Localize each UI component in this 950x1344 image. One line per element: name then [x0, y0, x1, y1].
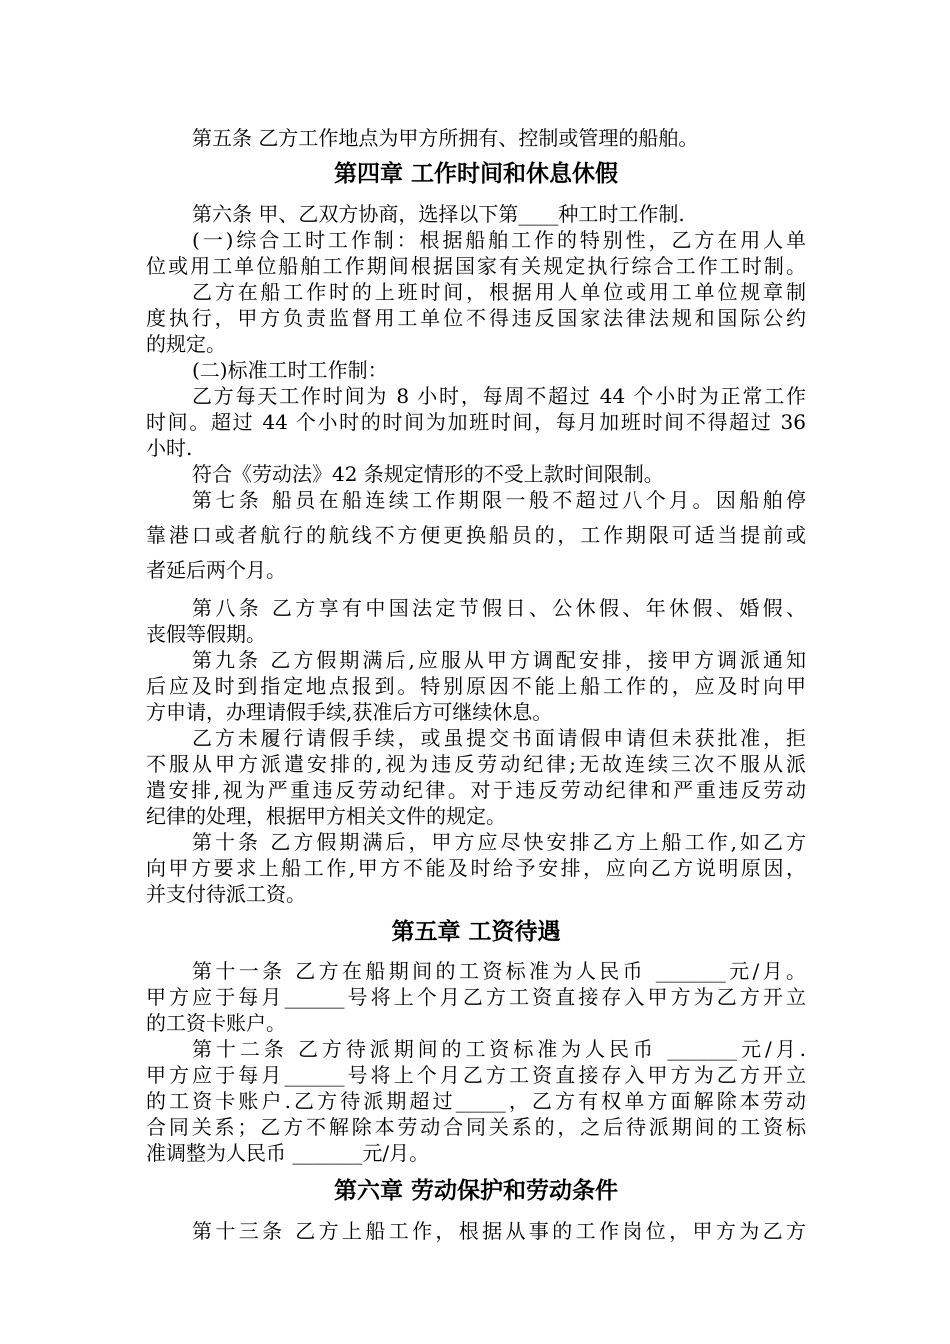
- article-8-line-2: 丧假等假期。: [146, 622, 266, 646]
- standby-period-blank: _____: [455, 1089, 506, 1113]
- article-11-line-3: 的工资卡账户。: [146, 1011, 286, 1035]
- standard-hours-line-3: 小时.: [146, 436, 193, 460]
- standard-hours-title: (二)标准工时工作制：: [192, 358, 388, 382]
- leave-discipline-line-1: 乙方未履行请假手续，或虽提交书面请假申请但未获批准，拒: [192, 726, 806, 750]
- chapter-5-heading: 第五章 工资待遇: [391, 919, 561, 945]
- standby-payday-blank: ______: [284, 1063, 345, 1087]
- article-6: [192, 201, 806, 227]
- standby-salary-blank: _______: [667, 1037, 738, 1061]
- article-12-text-h: 元/月。: [362, 1141, 430, 1165]
- article-12-text-b: 元/月.: [737, 1037, 806, 1061]
- article-10-line-3: 并支付待派工资。: [146, 882, 306, 906]
- chapter-6-heading: 第六章 劳动保护和劳动条件: [333, 1178, 618, 1204]
- article-12-text-a: 第十二条 乙方待派期间的工资标准为人民币: [192, 1037, 668, 1061]
- article-9-line-3: 方申请，办理请假手续,获准后方可继续休息。: [146, 700, 553, 724]
- article-12-line-2: [146, 1062, 806, 1088]
- leave-discipline-line-4: 纪律的处理，根据甲方相关文件的规定。: [146, 804, 506, 828]
- article-6-text-a: 第六条 甲、乙双方协商，选择以下第: [192, 202, 519, 226]
- article-7-line-2: 靠港口或者航行的航线不方便更换船员的，工作期限可适当提前或: [146, 523, 806, 547]
- onboard-hours-line-2: 度执行，甲方负责监督用工单位不得违反国家法律法规和国际公约: [146, 306, 806, 330]
- article-11-line-1: [192, 958, 806, 984]
- chapter-4-heading: 第四章 工作时间和休息休假: [333, 161, 618, 187]
- article-10-line-2: 向甲方要求上船工作,甲方不能及时给予安排，应向乙方说明原因，: [146, 856, 806, 880]
- onboard-salary-blank: _______: [655, 959, 726, 983]
- article-11-text-d: 号将上个月乙方工资直接存入甲方为乙方开立: [344, 985, 807, 1009]
- article-11-line-2: [146, 984, 806, 1010]
- article-7-line-1: 第七条 船员在船连续工作期限一般不超过八个月。因船舶停: [192, 488, 806, 512]
- article-11-text-b: 元/月。: [725, 959, 806, 983]
- standard-hours-line-2: 时间。超过 44 个小时的时间为加班时间，每月加班时间不得超过 36: [146, 410, 806, 434]
- onboard-hours-line-1: 乙方在船工作时的上班时间，根据用人单位或用工单位规章制: [192, 280, 806, 304]
- article-11-text-c: 甲方应于每月: [146, 985, 285, 1009]
- article-12-text-c: 甲方应于每月: [146, 1063, 285, 1087]
- article-8-line-1: 第八条 乙方享有中国法定节假日、公休假、年休假、婚假、: [192, 596, 806, 620]
- article-12-line-1: [192, 1036, 806, 1062]
- article-12-line-5: [146, 1140, 806, 1166]
- work-system-blank: ____: [518, 202, 559, 226]
- comprehensive-hours-line-2: 位或用工单位船舶工作期间根据国家有关规定执行综合工作工时制。: [146, 254, 806, 278]
- article-6-text-b: 种工时工作制.: [558, 202, 685, 226]
- labor-law-exception: 符合《劳动法》42 条规定情形的不受上款时间限制。: [192, 462, 664, 486]
- article-13-line-1: 第十三条 乙方上船工作，根据从事的工作岗位，甲方为乙方: [192, 1219, 806, 1243]
- article-7-line-3: 者延后两个月。: [146, 558, 286, 582]
- article-9-line-1: 第九条 乙方假期满后,应服从甲方调配安排，接甲方调派通知: [192, 648, 806, 672]
- article-12-text-g: 准调整为人民币: [146, 1141, 293, 1165]
- article-12-text-d: 号将上个月乙方工资直接存入甲方为乙方开立: [344, 1063, 807, 1087]
- article-12-line-4: 合同关系；乙方不解除本劳动合同关系的，之后待派期间的工资标: [146, 1115, 806, 1139]
- article-12-text-e: 的工资卡账户.乙方待派期超过: [146, 1089, 456, 1113]
- article-12-text-f: ，乙方有权单方面解除本劳动: [505, 1089, 807, 1113]
- article-11-text-a: 第十一条 乙方在船期间的工资标准为人民币: [192, 959, 656, 983]
- leave-discipline-line-3: 遣安排,视为严重违反劳动纪律。对于违反劳动纪律和严重违反劳动: [146, 778, 806, 802]
- article-10-line-1: 第十条 乙方假期满后，甲方应尽快安排乙方上船工作,如乙方: [192, 830, 806, 854]
- leave-discipline-line-2: 不服从甲方派遣安排的,视为违反劳动纪律;无故连续三次不服从派: [146, 752, 806, 776]
- article-5: 第五条 乙方工作地点为甲方所拥有、控制或管理的船舶。: [192, 126, 699, 150]
- adjusted-salary-blank: _______: [292, 1141, 363, 1165]
- standard-hours-line-1: 乙方每天工作时间为 8 小时，每周不超过 44 个小时为正常工作: [192, 384, 806, 408]
- onboard-hours-line-3: 的规定。: [146, 332, 226, 356]
- article-12-line-3: [146, 1088, 806, 1114]
- comprehensive-hours-line-1: (一)综合工时工作制：根据船舶工作的特别性，乙方在用人单: [192, 228, 806, 252]
- article-9-line-2: 后应及时到指定地点报到。特别原因不能上船工作的，应及时向甲: [146, 674, 806, 698]
- onboard-payday-blank: ______: [284, 985, 345, 1009]
